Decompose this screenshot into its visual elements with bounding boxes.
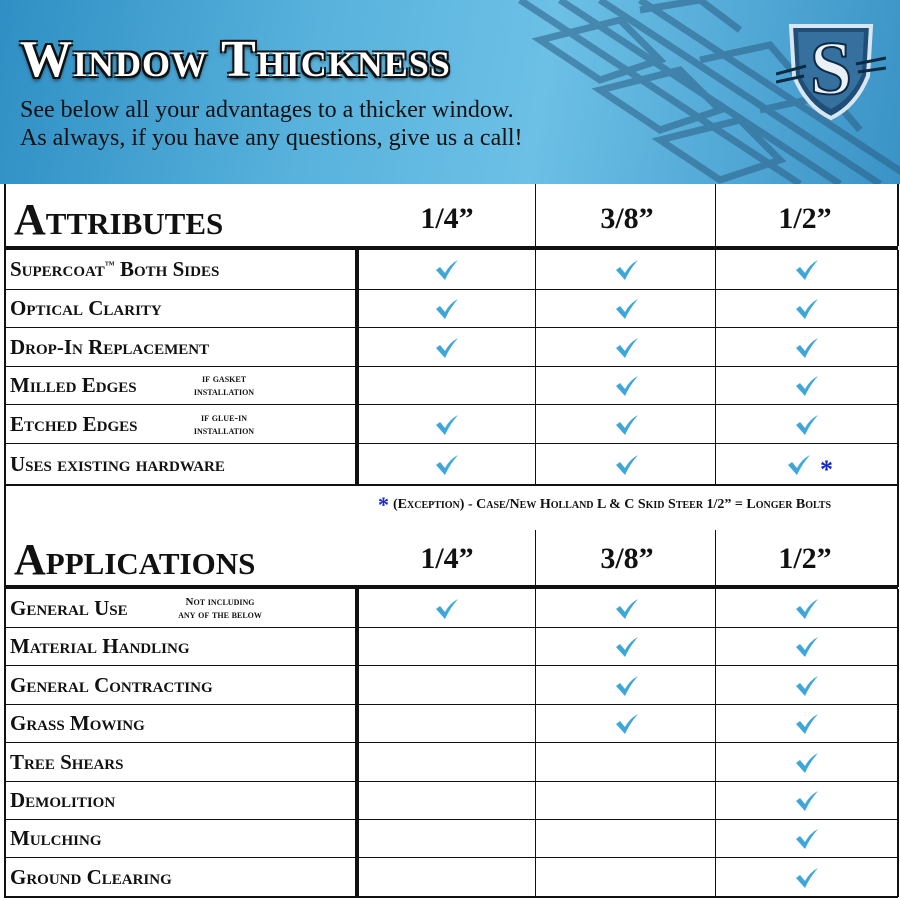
- row-note-line-1: if gasket: [201, 373, 247, 385]
- row-separator: [4, 404, 898, 405]
- table-border: [897, 589, 899, 897]
- row-note-line-1: if glue-in: [201, 411, 247, 424]
- column-divider: [535, 530, 536, 585]
- row-label-text: Uses existing hardware: [10, 451, 225, 476]
- row-separator: [4, 627, 898, 628]
- row-label-text: Optical Clarity: [10, 296, 162, 320]
- checkmark-icon: [795, 337, 819, 359]
- attributes-column-header: 3/8”: [600, 202, 654, 235]
- subtitle-line-2: As always, if you have any questions, give us a call!: [20, 125, 523, 151]
- checkmark-icon: [795, 298, 819, 320]
- footnote-text: (Exception) - Case/New Holland L & C Skid Steer 1/2” = Longer Bolts: [393, 497, 832, 512]
- column-divider: [715, 184, 716, 246]
- row-label-text: Mulching: [10, 826, 102, 850]
- checkmark-icon: [795, 414, 819, 436]
- row-separator: [4, 289, 898, 290]
- applications-row-label: [10, 713, 145, 734]
- row-separator: [4, 704, 898, 705]
- checkmark-icon: [795, 790, 819, 812]
- checkmark-icon: [795, 375, 819, 397]
- applications-column-header: 3/8”: [600, 542, 654, 575]
- row-separator: [4, 484, 898, 486]
- row-separator: [4, 327, 898, 328]
- applications-row-label: [10, 672, 213, 697]
- checkmark-icon: [435, 454, 459, 476]
- row-separator: [4, 896, 898, 898]
- row-note-line-2: installation: [193, 386, 255, 398]
- applications-row-label: [10, 864, 172, 889]
- section-rule: [4, 585, 898, 589]
- applications-heading: Applications: [14, 535, 256, 584]
- checkmark-icon: [787, 454, 811, 476]
- checkmark-icon: [795, 713, 819, 735]
- checkmark-icon: [615, 454, 639, 476]
- row-separator: [4, 819, 898, 820]
- checkmark-icon: [795, 259, 819, 281]
- brand-logo-shield: [776, 14, 886, 124]
- row-label-text: Grass Mowing: [10, 711, 145, 735]
- column-divider: [715, 250, 716, 485]
- row-label-text: Etched Edges: [10, 411, 138, 436]
- checkmark-icon: [615, 598, 639, 620]
- attributes-column-header: 1/2”: [778, 202, 832, 235]
- row-label-text: Ground Clearing: [10, 864, 172, 889]
- checkmark-icon: [615, 636, 639, 658]
- attributes-row-label: [10, 375, 137, 396]
- checkmark-icon: [615, 414, 639, 436]
- tire-tread-graphic: [0, 0, 900, 184]
- checkmark-icon: [435, 259, 459, 281]
- row-separator: [4, 781, 898, 782]
- applications-row-label: [10, 790, 115, 811]
- exception-footnote: [378, 492, 831, 518]
- checkmark-icon: [795, 636, 819, 658]
- table-border: [4, 485, 6, 587]
- checkmark-icon: [795, 867, 819, 889]
- checkmark-icon: [795, 675, 819, 697]
- applications-row-label: [10, 749, 124, 774]
- table-border: [4, 184, 6, 248]
- checkmark-icon: [615, 713, 639, 735]
- attributes-row-label: [10, 334, 210, 359]
- row-separator: [4, 742, 898, 743]
- row-label-rest: Both Sides: [114, 257, 220, 281]
- checkmark-icon: [435, 337, 459, 359]
- checkmark-icon: [435, 414, 459, 436]
- checkmark-icon: [435, 298, 459, 320]
- checkmark-icon: [795, 598, 819, 620]
- checkmark-icon: [795, 828, 819, 850]
- row-label-text: Material Handling: [10, 634, 190, 658]
- logo-letter: S: [809, 27, 853, 111]
- attributes-row-label: [10, 411, 138, 436]
- checkmark-icon: [435, 598, 459, 620]
- checkmark-icon: [615, 259, 639, 281]
- table-border: [4, 589, 6, 897]
- checkmark-icon: [615, 298, 639, 320]
- row-label-text: General Use: [10, 595, 128, 620]
- checkmark-icon: [615, 375, 639, 397]
- applications-row-label: [10, 636, 189, 657]
- subtitle-line-1: See below all your advantages to a thicker window.: [20, 97, 514, 123]
- attributes-heading: Attributes: [14, 195, 224, 244]
- column-divider: [535, 184, 536, 246]
- row-label-text: Drop-In Replacement: [10, 334, 210, 359]
- row-label-text: Demolition: [10, 788, 116, 812]
- label-divider: [355, 250, 359, 485]
- row-label-text: Tree Shears: [10, 749, 124, 774]
- column-divider: [535, 589, 536, 897]
- applications-column-header: 1/4”: [420, 542, 474, 575]
- row-separator: [4, 857, 898, 858]
- attributes-row-label: [10, 259, 219, 280]
- table-border: [897, 184, 899, 246]
- row-separator: [4, 443, 898, 444]
- row-note-line-1: Not including: [185, 595, 255, 608]
- row-note-line-2: installation: [193, 424, 255, 437]
- checkmark-icon: [795, 752, 819, 774]
- row-note-line-2: any of the below: [178, 608, 262, 621]
- applications-row-label: [10, 595, 128, 620]
- attributes-column-header: 1/4”: [420, 202, 474, 235]
- trademark-symbol: ™: [104, 260, 115, 271]
- applications-column-header: 1/2”: [778, 542, 832, 575]
- row-label-text: General Contracting: [10, 672, 213, 697]
- attributes-row-label: [10, 298, 162, 319]
- page-title: Window Thickness: [20, 31, 451, 88]
- row-separator: [4, 366, 898, 367]
- checkmark-icon: [615, 675, 639, 697]
- column-divider: [535, 250, 536, 485]
- table-border: [897, 250, 899, 485]
- table-border: [897, 530, 899, 585]
- header-banner: [0, 0, 900, 184]
- column-divider: [715, 589, 716, 897]
- row-label-text: Supercoat: [10, 257, 105, 281]
- row-separator: [4, 665, 898, 666]
- footnote-asterisk: *: [378, 492, 389, 517]
- applications-row-label: [10, 828, 102, 849]
- checkmark-icon: [615, 337, 639, 359]
- section-rule: [4, 246, 898, 250]
- column-divider: [715, 530, 716, 585]
- attributes-row-label: [10, 451, 225, 476]
- table-border: [4, 250, 6, 485]
- label-divider: [355, 589, 359, 897]
- row-label-text: Milled Edges: [10, 373, 137, 397]
- row-asterisk: *: [820, 454, 833, 484]
